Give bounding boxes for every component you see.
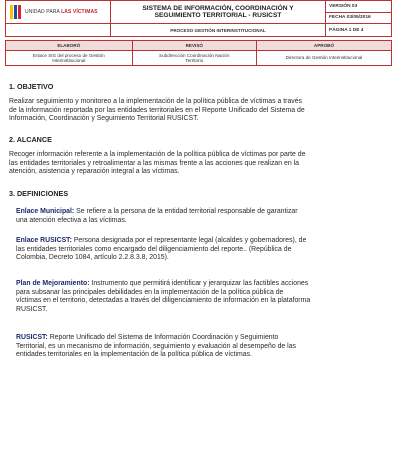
definition-enlace-municipal: Enlace Municipal: Se refiere a la persona de la entidad territorial responsable de garantizar una atención efectiva a las víctimas. bbox=[16, 208, 298, 224]
logo-cell bbox=[6, 1, 111, 24]
definition-term: Enlace RUSICST: bbox=[16, 237, 72, 244]
date-label: FECHA 03/05/2016 bbox=[326, 12, 392, 24]
reviso-header: REVISÓ bbox=[132, 41, 256, 51]
page-number: PÁGINA 1 DE 4 bbox=[326, 24, 392, 37]
document-header bbox=[5, 0, 392, 37]
objetivo-paragraph: Realizar seguimiento y monitoreo a la implementación de la política pública de víctimas a través de la información reportada por las entidades territoriales en el Reporte Unificado del Sistema de Información, Coordinación y Seguimiento Territorial RUSICST. bbox=[9, 98, 305, 123]
reviso-value: Subdirección Coordinación Nación Territorio bbox=[132, 51, 256, 66]
version-label: VERSIÓN 03 bbox=[326, 1, 392, 13]
aprobo-value: Directora de Gestión Interinstitucional bbox=[256, 51, 391, 66]
elaboro-header: ELABORÓ bbox=[6, 41, 133, 51]
unidad-victimas-logo bbox=[6, 5, 110, 19]
section-heading-alcance: 2. ALCANCE bbox=[9, 135, 52, 144]
aprobo-header: APROBÓ bbox=[256, 41, 391, 51]
flag-logo-icon bbox=[10, 5, 22, 19]
definition-enlace-rusicst: Enlace RUSICST: Persona designada por el representante legal (alcaldes y gobernadores), de las entidades territoriales como encargado del diligenciamiento del reporte.. (República de Colombia, Decreto 1084, artículo 2.2.8.3.8, 2015). bbox=[16, 237, 307, 262]
elaboro-value: Enlace SIG del proceso de Gestión Interinstitucional bbox=[6, 51, 133, 66]
process-name: PROCESO GESTIÓN INTERINSTITUCIONAL bbox=[111, 24, 326, 37]
section-heading-objetivo: 1. OBJETIVO bbox=[9, 82, 54, 91]
section-heading-definiciones: 3. DEFINICIONES bbox=[9, 189, 69, 198]
approval-table bbox=[5, 40, 392, 66]
definition-term: Enlace Municipal: bbox=[16, 208, 75, 215]
alcance-paragraph: Recoger información referente a la implementación de la política pública de víctimas por parte de las entidades territoriales y retroalimentar a las mismas frente a las acciones que realizan en la atención, asistencia y reparación integral a las víctimas. bbox=[9, 151, 306, 176]
definition-term: RUSICST: bbox=[16, 334, 48, 341]
definition-rusicst: RUSICST: Reporte Unificado del Sistema de Información Coordinación y Seguimiento Territorial, es un mecanismo de información, seguimiento y evaluación al desempeño de las entidades territoriales en la implementación de la política pública de víctimas. bbox=[16, 334, 296, 359]
definition-plan-de-mejoramiento: Plan de Mejoramiento: Instrumento que permitirá identificar y jerarquizar las factibles acciones para subsanar las principales debilidades en la implementación de la política pública de víctimas en el territorio, detectadas a través del diligenciamiento de información en la plataforma RUSICST. bbox=[16, 280, 311, 313]
definition-term: Plan de Mejoramiento: bbox=[16, 280, 90, 287]
logo-text: UNIDAD PARA LAS VÍCTIMAS bbox=[25, 9, 98, 15]
document-title: SISTEMA DE INFORMACIÓN, COORDINACIÓN Y SEGUIMIENTO TERRITORIAL - RUSICST bbox=[111, 1, 326, 24]
